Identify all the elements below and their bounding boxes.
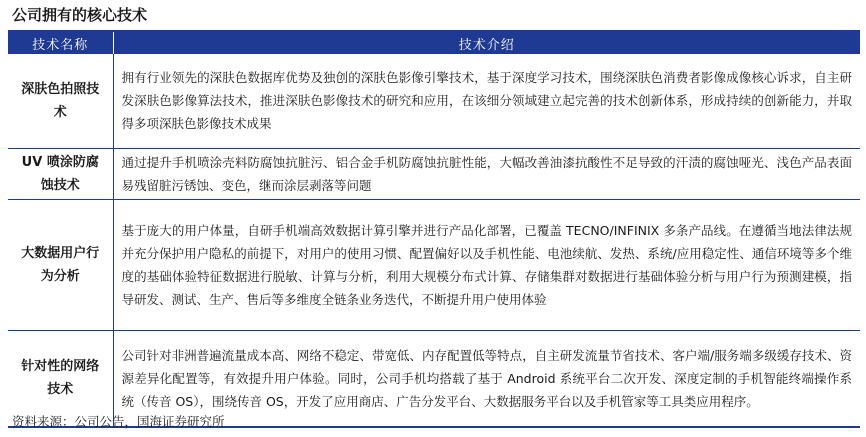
tech-intro-cell: 拥有行业领先的深肤色数据库优势及独创的深肤色影像引擎技术，基于深度学习技术，围绕深肤色消费者影像成像核心诉求，自主研发深肤色影像算法技术，推进深肤色影像技术的研究和应用，在该细分领域建立起完善的技术创新体系，形成持续的创新能力，并取得多项深肤色影像技术成果 — [113, 54, 860, 148]
tech-name-cell: UV 喷涂防腐蚀技术 — [8, 148, 113, 199]
tech-name-cell: 深肤色拍照技术 — [8, 54, 113, 148]
tech-name-cell: 大数据用户行为分析 — [8, 199, 113, 330]
table-header-row — [8, 32, 860, 54]
tech-intro-cell: 公司针对非洲普遍流量成本高、网络不稳定、带宽低、内存配置低等特点，自主研发流量节省技术、客户端/服务端多级缓存技术、资源差异化配置等，有效提升用户体验。同时，公司手机均搭载了基于 Android 系统平台二次开发、深度定制的手机智能终端操作系统（传音 OS），围绕传音 OS，开发了应用商店、广告分发平台、大数据服务平台以及手机管家等工具类应用程序。 — [121, 347, 852, 409]
table-row — [8, 199, 860, 330]
header-tech-name: 技术名称 — [8, 32, 113, 54]
core-tech-table — [8, 30, 860, 428]
table-row — [8, 54, 860, 148]
tech-name-cell: 针对性的网络技术 — [8, 330, 113, 426]
document-title: 公司拥有的核心技术 — [12, 6, 148, 24]
tech-intro-cell: 基于庞大的用户体量，自研手机端高效数据计算引擎并进行产品化部署，已覆盖 TECNO/INFINIX 多条产品线。在遵循当地法律法规并充分保护用户隐私的前提下，对用户的使用习惯、配置偏好以及手机性能、电池续航、发热、系统/应用稳定性、通信环境等多个维度的基础体验特征数据进行脱敏、计算与分析，利用大规模分布式计算、存储集群对数据进行基础体验分析与用户行为预测建模，指导研发、测试、生产、售后等多维度全链条业务迭代，不断提升用户使用体验 — [113, 199, 860, 330]
source-note: 资料来源：公司公告，国海证券研究所 — [12, 414, 225, 429]
table-row — [8, 148, 860, 199]
header-tech-intro: 技术介绍 — [113, 32, 860, 54]
tech-intro-cell: 通过提升手机喷涂壳料防腐蚀抗脏污、铝合金手机防腐蚀抗脏性能，大幅改善油漆抗酸性不足导致的汗渍的腐蚀哑光、浅色产品表面易残留脏污锈蚀、变色，继而涂层剥落等问题 — [113, 148, 860, 199]
